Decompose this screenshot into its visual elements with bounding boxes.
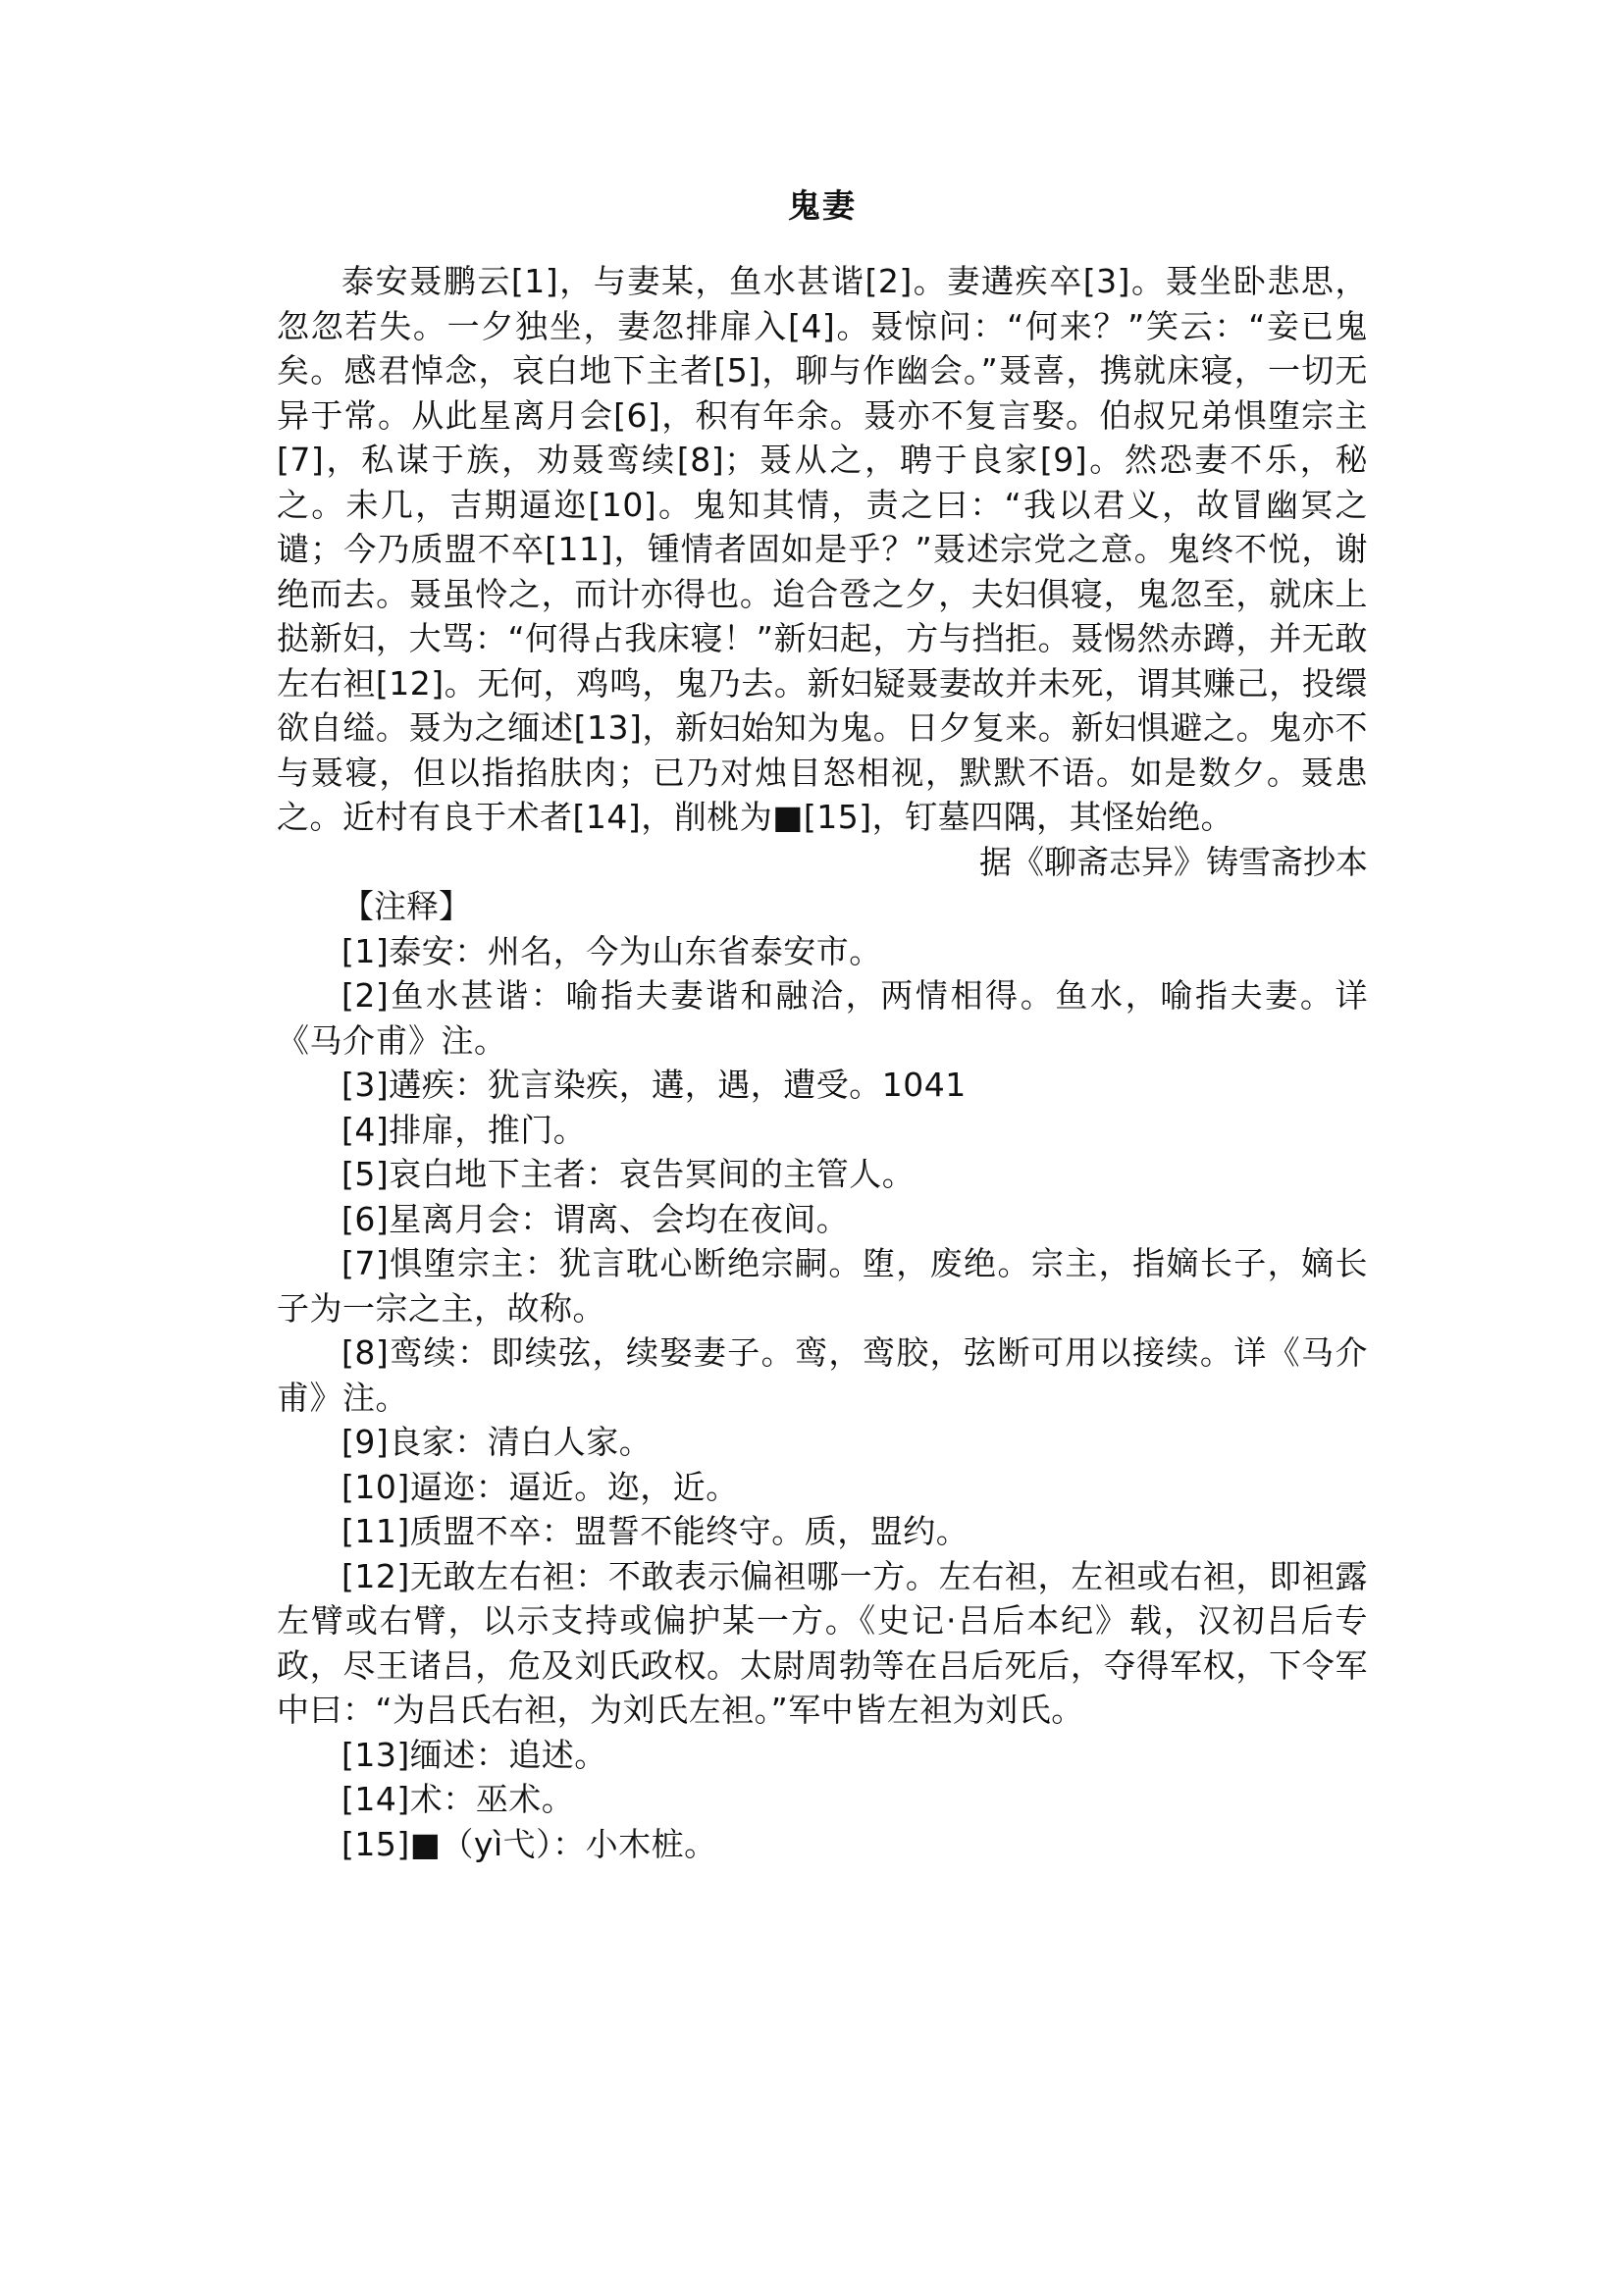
note-item: [15]■（yì弋）：小木桩。 [341,1824,717,1863]
notes-list [277,929,1368,1867]
note-item: [3]遘疾：犹言染疾，遘，遇，遭受。1041 [341,1066,967,1104]
story-body: 泰安聂鹏云[1]，与妻某，鱼水甚谐[2]。妻遘疾卒[3]。聂坐卧悲思，忽忽若失。一夕独坐，妻忽排扉入[4]。聂惊问：“何来？”笑云：“妾已鬼矣。感君悼念，哀白地下主者[5]，聊与作幽会。”聂喜，携就床寝，一切无异于常。从此星离月会[6]，积有年余。聂亦不复言娶。伯叔兄弟惧堕宗主[7]，私谋于族，劝聂鸾续[8]；聂从之，聘于良家[9]。然恐妻不乐，秘之。未几，吉期逼迩[10]。鬼知其情，责之曰：“我以君义，故冒幽冥之谴；今乃质盟不卒[11]，锺情者固如是乎？”聂述宗党之意。鬼终不悦，谢绝而去。聂虽怜之，而计亦得也。迨合卺之夕，夫妇俱寝，鬼忽至，就床上挞新妇，大骂：“何得占我床寝！”新妇起，方与挡拒。聂惕然赤蹲，并无敢左右袒[12]。无何，鸡鸣，鬼乃去。新妇疑聂妻故并未死，谓其赚己，投缳欲自缢。聂为之缅述[13]，新妇始知为鬼。日夕复来。新妇惧避之。鬼亦不与聂寝，但以指掐肤肉；已乃对烛目怒相视，默默不语。如是数夕。聂患之。近村有良于术者[14]，削桃为■[15]，钉墓四隅，其怪始绝。 [277,262,1368,836]
note-item: [1]泰安：州名，今为山东省泰安市。 [341,931,882,970]
note-item: [4]排扉，推门。 [341,1110,587,1149]
note-item: [8]鸾续：即续弦，续娶妻子。鸾，鸾胶，弦断可用以接续。详《马介甫》注。 [277,1333,1368,1417]
document-title: 鬼妻 [788,186,857,225]
note-item: [5]哀白地下主者：哀告冥间的主管人。 [341,1155,916,1193]
notes-heading: 【注释】 [341,887,471,925]
note-item: [6]星离月会：谓离、会均在夜间。 [341,1199,850,1238]
note-item: [2]鱼水甚谐：喻指夫妻谐和融洽，两情相得。鱼水，喻指夫妻。详《马介甫》注。 [277,976,1368,1060]
note-item: [10]逼迩：逼近。迩，近。 [341,1467,739,1506]
note-item: [7]惧堕宗主：犹言耽心断绝宗嗣。堕，废绝。宗主，指嫡长子，嫡长子为一宗之主，故称。 [277,1244,1368,1328]
note-item: [13]缅述：追述。 [341,1735,607,1774]
note-item: [11]质盟不卒：盟誓不能终守。质，盟约。 [341,1512,969,1550]
document-page [277,186,1368,1866]
note-item: [14]术：巫术。 [341,1780,575,1818]
note-item: [9]良家：清白人家。 [341,1423,653,1461]
source-citation: 据《聊斋志异》铸雪斋抄本 [979,842,1368,881]
note-item: [12]无敢左右袒：不敢表示偏袒哪一方。左右袒，左袒或右袒，即袒露左臂或右臂，以示支持或偏护某一方。《史记·吕后本纪》载，汉初吕后专政，尽王诸吕，危及刘氏政权。太尉周勃等在吕后死后，夺得军权，下令军中曰：“为吕氏右袒，为刘氏左袒。”军中皆左袒为刘氏。 [277,1556,1368,1729]
